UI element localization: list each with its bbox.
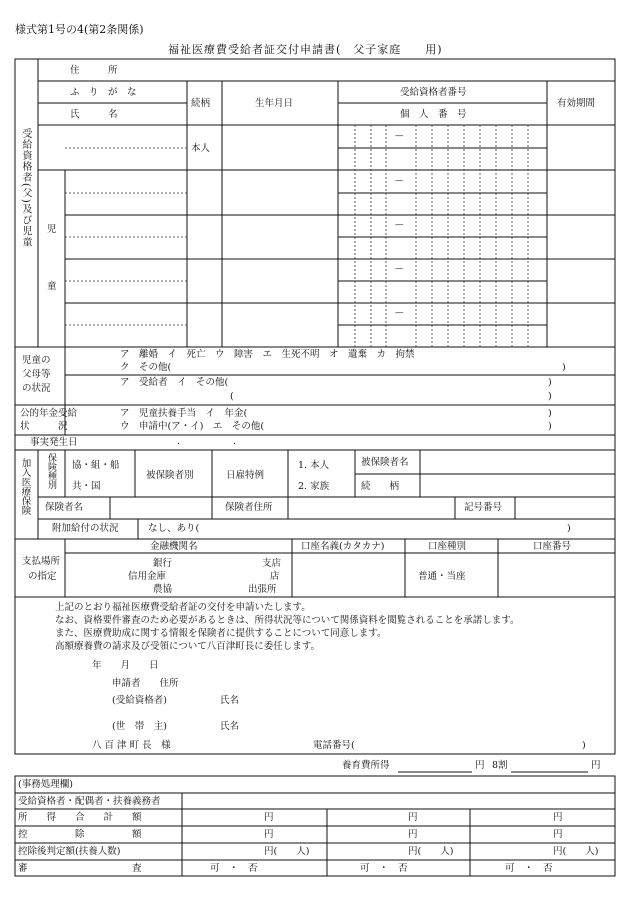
application-date: 年 月 日 <box>92 660 159 671</box>
income-percent: 8割 <box>492 760 508 771</box>
col-relation: 続柄 <box>191 98 211 109</box>
col-individual-no: 個 人 番 号 <box>400 109 467 120</box>
number-dash: — <box>395 131 404 141</box>
office-yen: 円 <box>408 829 418 840</box>
form-title: 福祉医療費受給者証交付申請書( 父子家庭 用) <box>168 43 443 56</box>
credit-union-label: 信用金庫 <box>128 571 167 582</box>
side-label-eligible-and-children: 受給資格者(父)及び児童 <box>20 128 31 248</box>
agri-coop-label: 農協 <box>153 584 173 595</box>
child-support-income-label: 養育費所得 <box>342 760 390 771</box>
applicant-address-label: 申請者 住所 <box>112 678 179 689</box>
status-label-1: 児童の <box>22 355 51 366</box>
phone-close: ) <box>582 740 586 751</box>
col-address: 住 所 <box>70 65 118 76</box>
account-type-value: 普通・当座 <box>418 571 466 582</box>
name-label-1: 氏名 <box>220 695 240 706</box>
child-label-1: 児 <box>47 224 57 235</box>
status-options-line1: ア 離婚 イ 死亡 ウ 障害 エ 生死不明 オ 遺棄 カ 拘禁 <box>120 349 415 360</box>
account-holder-header: 口座名義(カタカナ) <box>301 541 385 552</box>
number-dash: — <box>395 220 404 230</box>
col-eligibility-no: 受給資格者番号 <box>400 87 467 98</box>
declaration-line4: 高額療養費の請求及び受領について八百津町長に委任します。 <box>55 641 321 652</box>
declaration-line1: 上記のとおり福祉医療費受給者証の交付を申請いたします。 <box>55 602 311 613</box>
symbol-no-label: 記号番号 <box>464 502 503 513</box>
pension-label-2: 状 況 <box>20 421 68 432</box>
insured-type-label: 被保険者別 <box>146 470 194 481</box>
col-birthdate: 生年月日 <box>255 98 294 109</box>
office-judgement: 可 ・ 否 <box>505 863 553 874</box>
insurance-type-1: 協・組・船 <box>72 460 120 471</box>
option-family: 2. 家族 <box>298 481 330 492</box>
store-label: 店 <box>270 571 280 582</box>
self-label: 本人 <box>191 143 211 154</box>
office-yen: 円 <box>264 829 274 840</box>
eligible-person-label: (受給資格者) <box>112 695 167 706</box>
office-row-label-1: 受給資格者・配偶者・扶養義務者 <box>18 796 161 807</box>
office-yen-persons: 円( 人) <box>553 846 599 857</box>
col-furigana: ふ り が な <box>70 87 137 98</box>
income-yen-2: 円 <box>591 760 601 771</box>
office-row-label-5: 審 査 <box>18 863 142 874</box>
col-name: 氏 名 <box>70 109 118 120</box>
householder-label: (世 帯 主) <box>112 721 167 732</box>
number-dash: — <box>395 308 404 318</box>
declaration-line3: また、医療費助成に関する情報を保険者に提供することについて同意します。 <box>55 628 387 639</box>
relation-label: 続 柄 <box>361 481 400 492</box>
office-row-label-4: 控除後判定額(扶養人数) <box>18 846 121 857</box>
branch-label: 支店 <box>262 558 282 569</box>
office-row-label-3: 控 除 額 <box>18 829 142 840</box>
insurer-name-label: 保険者名 <box>45 502 84 513</box>
status-close: ) <box>548 391 552 402</box>
office-judgement: 可 ・ 否 <box>360 863 408 874</box>
office-yen: 円 <box>553 812 563 823</box>
office-row-label-2: 所 得 合 計 額 <box>18 812 142 823</box>
option-self: 1. 本人 <box>298 460 330 471</box>
office-yen-persons: 円( 人) <box>264 846 310 857</box>
status-options-line2: ク その他( <box>120 362 172 373</box>
bank-name-header: 金融機関名 <box>150 541 198 552</box>
office-yen: 円 <box>408 812 418 823</box>
insured-name-label: 被保険者名 <box>361 457 409 468</box>
payment-label-1: 支払場所 <box>22 556 61 567</box>
office-yen: 円 <box>264 812 274 823</box>
number-dash: — <box>395 176 404 186</box>
office-judgement: 可 ・ 否 <box>210 863 258 874</box>
supplementary-label: 附加給付の状況 <box>52 523 119 534</box>
office-label: 出張所 <box>248 584 277 595</box>
event-date-dot: . <box>233 436 237 447</box>
pension-line1: ア 児童扶養手当 イ 年金( <box>120 408 248 419</box>
bank-label: 銀行 <box>153 558 173 569</box>
account-type-header: 口座種別 <box>428 541 467 552</box>
pension-close: ) <box>548 408 552 419</box>
pension-line2: ウ 申請中(ア・イ) エ その他( <box>120 421 265 432</box>
event-date-label: 事実発生日 <box>30 437 78 448</box>
payment-label-2: の指定 <box>28 571 57 582</box>
supplementary-close: ) <box>567 523 571 534</box>
status-options-line4: ( <box>230 391 234 402</box>
number-dash: — <box>395 264 404 274</box>
status-label-3: の状況 <box>22 383 51 394</box>
mayor-addressee: 八 百 津 町 長 様 <box>92 740 171 751</box>
income-yen-1: 円 <box>475 760 485 771</box>
supplementary-options: なし、あり( <box>148 523 200 534</box>
office-yen-persons: 円( 人) <box>408 846 454 857</box>
status-label-2: 父母等 <box>22 369 51 380</box>
event-date-dot: . <box>177 436 181 447</box>
office-yen: 円 <box>553 829 563 840</box>
col-valid-period: 有効期間 <box>557 98 596 109</box>
status-options-line3: ア 受給者 イ その他( <box>120 377 229 388</box>
form-number: 様式第1号の4(第2条関係) <box>15 23 144 36</box>
declaration-line2: なお、資格要件審査のため必要があるときは、所得状況等について関係資料を閲覧されることを承諾します。 <box>55 615 520 626</box>
office-use-header: (事務処理欄) <box>18 779 73 790</box>
day-labor-label: 日雇特例 <box>226 470 265 481</box>
name-label-2: 氏名 <box>220 721 240 732</box>
insurance-side-label: 加入医療保険 <box>19 458 31 515</box>
pension-close: ) <box>548 421 552 432</box>
account-no-header: 口座番号 <box>533 541 572 552</box>
phone-label: 電話番号( <box>313 740 355 751</box>
status-close: ) <box>548 377 552 388</box>
insurance-type-2: 共・国 <box>72 481 101 492</box>
insurer-address-label: 保険者住所 <box>225 502 273 513</box>
child-label-2: 童 <box>47 281 57 292</box>
status-close: ) <box>562 362 566 373</box>
pension-label-1: 公的年金受給 <box>20 408 78 419</box>
insurance-type-label: 保険種別 <box>46 453 56 489</box>
